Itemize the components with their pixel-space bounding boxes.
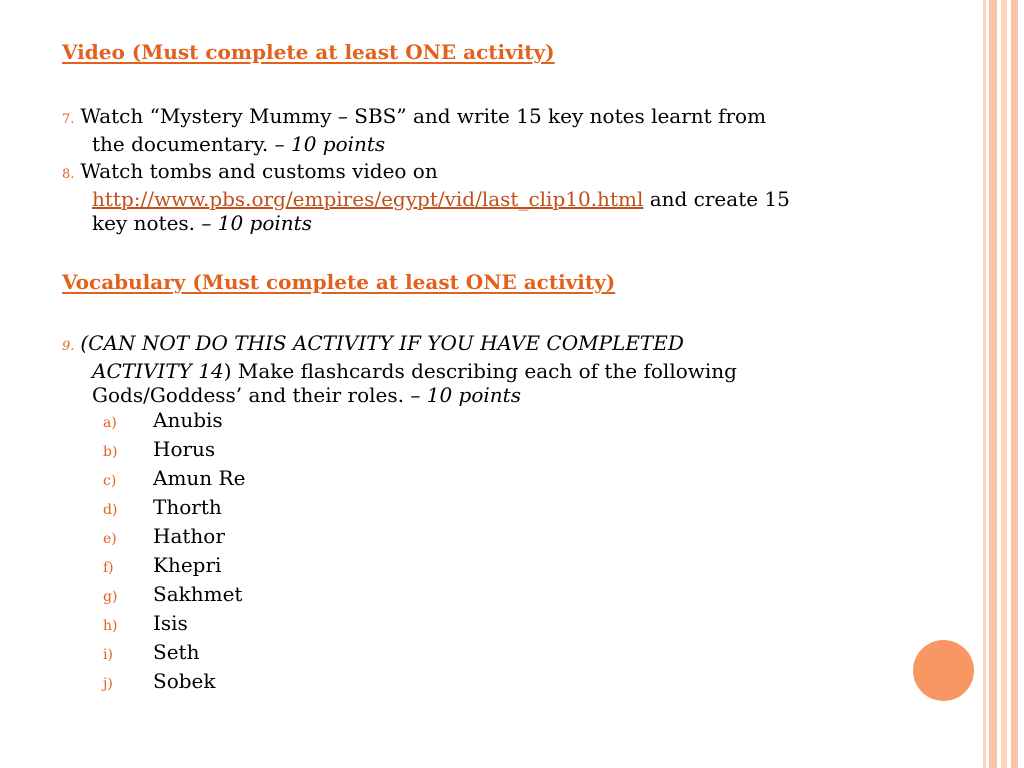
list-item <box>103 669 216 696</box>
activity-text: Watch “Mystery Mummy – SBS” and write 15 key notes learnt from <box>80 104 767 128</box>
list-item <box>103 640 199 667</box>
activity-number: 8. <box>62 167 75 182</box>
activity-text: Watch tombs and customs video on <box>80 159 438 183</box>
god-name: Thorth <box>153 495 222 519</box>
points-label: 10 points <box>217 211 312 235</box>
list-item <box>103 466 245 493</box>
god-name: Hathor <box>153 524 225 548</box>
activity-number: 9. <box>62 339 75 354</box>
god-name: Sobek <box>153 669 216 693</box>
list-item <box>103 408 223 435</box>
activity-number: 7. <box>62 112 75 127</box>
activity-text: key notes. – <box>92 211 218 235</box>
activity-text: ) Make flashcards describing each of the following <box>223 359 737 383</box>
list-label: c) <box>103 473 117 489</box>
decorative-stripes <box>980 0 1024 768</box>
god-name: Isis <box>153 611 188 635</box>
list-label: h) <box>103 618 118 634</box>
activity-7 <box>62 104 902 156</box>
list-label: d) <box>103 502 118 518</box>
god-name: Anubis <box>153 408 223 432</box>
list-label: b) <box>103 444 118 460</box>
list-item <box>103 495 222 522</box>
list-label: g) <box>103 589 118 605</box>
list-label: i) <box>103 647 113 663</box>
list-item <box>103 611 188 638</box>
list-label: f) <box>103 560 114 576</box>
points-label: 10 points <box>290 132 386 156</box>
god-name: Khepri <box>153 553 222 577</box>
god-name: Sakhmet <box>153 582 243 606</box>
list-label: e) <box>103 531 117 547</box>
activity-text: ACTIVITY 14 <box>92 359 224 383</box>
list-item <box>103 437 215 464</box>
activity-text: Gods/Goddess’ and their roles. – <box>92 383 427 407</box>
video-link[interactable]: http://www.pbs.org/empires/egypt/vid/last_clip10.html <box>92 187 644 211</box>
activity-9 <box>62 331 902 407</box>
activity-text: (CAN NOT DO THIS ACTIVITY IF YOU HAVE COMPLETED <box>80 331 684 355</box>
list-item <box>103 553 221 580</box>
points-label: 10 points <box>426 383 521 407</box>
list-item <box>103 582 242 609</box>
vocabulary-section-heading: Vocabulary (Must complete at least ONE activity) <box>62 270 616 294</box>
god-name: Amun Re <box>153 466 246 490</box>
list-item <box>103 524 225 551</box>
video-section-heading: Video (Must complete at least ONE activity) <box>62 40 555 64</box>
activity-text: the documentary. – <box>92 132 291 156</box>
list-label: j) <box>103 676 113 692</box>
god-name: Seth <box>153 640 200 664</box>
list-label: a) <box>103 415 117 431</box>
activity-text: and create 15 <box>643 187 790 211</box>
activity-8 <box>62 159 902 235</box>
god-name: Horus <box>153 437 216 461</box>
